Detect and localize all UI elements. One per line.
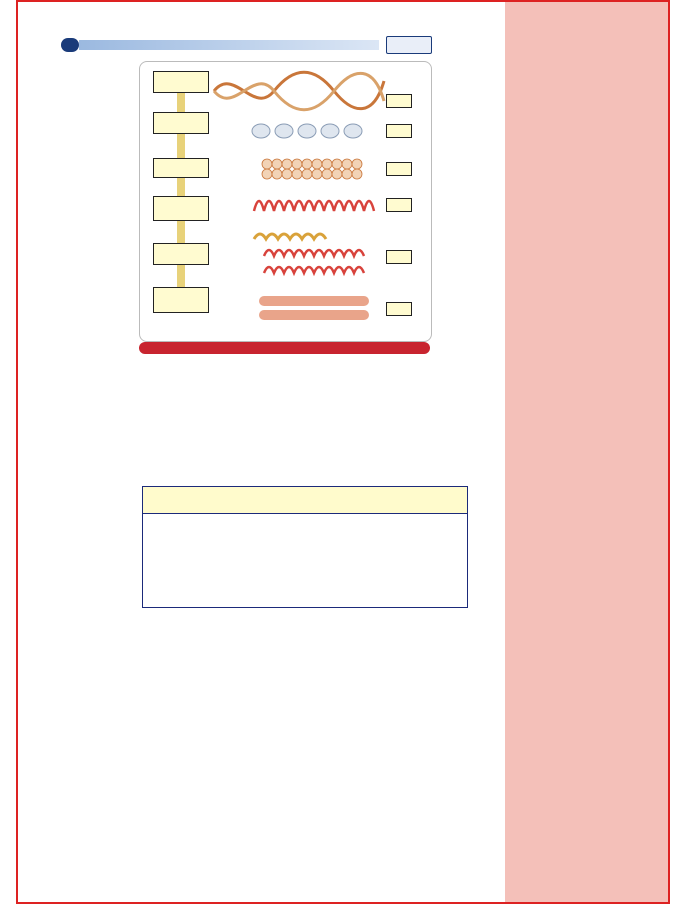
highlight-box (142, 514, 468, 608)
dna-helix-strand-1 (214, 72, 384, 108)
scale-11nm (386, 124, 412, 138)
chromatin-fiber (262, 159, 362, 179)
condensed-section (254, 234, 326, 239)
question-callout (142, 486, 468, 514)
flow-step-extended (153, 196, 209, 221)
flow-step-nucleosome (153, 112, 209, 134)
scale-700nm (386, 250, 412, 264)
flow-step-30nm (153, 158, 209, 178)
extended-loops (254, 201, 374, 211)
condensed-loops (264, 250, 364, 256)
flow-arrow (177, 178, 185, 196)
scale-2nm (386, 94, 412, 108)
sidebar (505, 2, 668, 902)
scale-30nm (386, 162, 412, 176)
metaphase-chromosome (259, 296, 369, 306)
flow-step-metaphase (153, 287, 209, 313)
flow-arrow (177, 221, 185, 243)
flow-arrow (177, 92, 185, 112)
flow-step-condensed (153, 243, 209, 265)
flow-arrow (177, 134, 185, 158)
dna-helix-strand-2 (214, 73, 384, 109)
scale-1400nm (386, 302, 412, 316)
flow-arrow (177, 265, 185, 287)
logo (386, 36, 432, 54)
nucleosome-row (252, 124, 362, 138)
figure-caption (139, 342, 430, 354)
header-bar (79, 40, 379, 50)
page-number (61, 38, 79, 52)
condensed-loops-2 (264, 267, 364, 273)
flow-step-dna (153, 71, 209, 93)
scale-300nm (386, 198, 412, 212)
